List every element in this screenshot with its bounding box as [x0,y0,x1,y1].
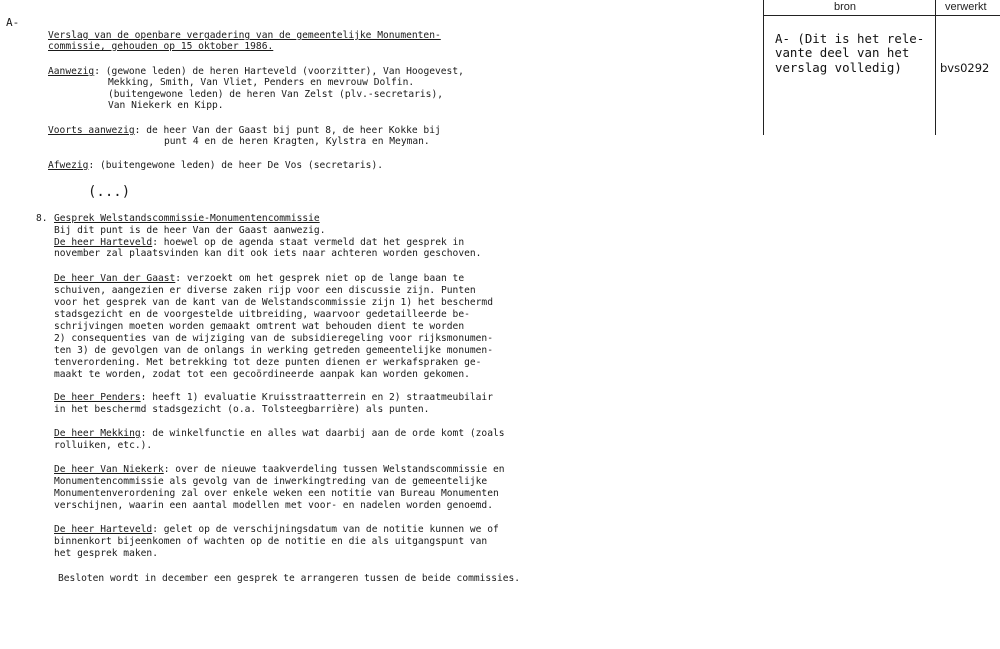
afwezig-line [48,160,383,172]
harteveld-p1-line-2: november zal plaatsvinden kan dit ook iets naar achteren worden geschoven. [54,248,482,259]
harteveld-p6-line-3: het gesprek maken. [54,548,158,559]
voorts-label: Voorts aanwezig [48,125,135,136]
aanwezig-line-4: Van Niekerk en Kipp. [108,100,224,111]
gaast-line-4: stadsgezicht en de voorgestelde uitbreiding, waarvoor gedetailleerde be- [54,309,470,320]
gaast-line-6: 2) consequenties van de wijziging van de subsidieregeling voor rijksmonumen- [54,333,493,344]
niekerk-line-4: verschijnen, waarin een aantal modellen met voor- en nadelen worden genoemd. [54,500,493,511]
speaker: De heer Mekking [54,428,141,439]
gaast-line-7: ten 3) de gevolgen van de onlangs in werking getreden gemeentelijke monumen- [54,345,493,356]
statement-text: : de winkelfunctie en alles wat daarbij aan de orde komt (zoals [140,428,505,439]
item-intro: Bij dit punt is de heer Van der Gaast aanwezig. [54,225,326,236]
mekking-line-2: rolluiken, etc.). [54,440,153,451]
afwezig-text: : (buitengewone leden) de heer De Vos (secretaris). [88,160,384,171]
statement-text: : hoewel op de agenda staat vermeld dat het gesprek in [152,237,465,248]
niekerk-line-3: Monumentenverordening zal over enkele weken een notitie van Bureau Monumenten [54,488,499,499]
gaast-line-9: maakt te worden, zodat tot een gecoördineerde aanpak kan worden gekomen. [54,369,470,380]
gaast-line-2: schuiven, aangezien er diverse zaken rijp voor een discussie zijn. Punten [54,285,476,296]
mekking-line-1 [54,428,505,440]
ellipsis: (...) [88,184,131,200]
gaast-line-1 [54,273,464,285]
statement-text: : over de nieuwe taakverdeling tussen Welstandscommissie en [163,464,505,475]
penders-line-2: in het beschermd stadsgezicht (o.a. Tolsteegbarrière) als punten. [54,404,430,415]
penders-line-1 [54,392,493,404]
voorts-line-1 [48,125,441,137]
niekerk-line-2: Monumentencommissie als gevolg van de inwerkingtreding van de gemeentelijke [54,476,488,487]
aanwezig-label: Aanwezig [48,66,95,77]
harteveld-p6-line-1 [54,524,499,536]
gaast-line-8: tenverordening. Met betrekking tot deze punten dienen er werkafspraken ge- [54,357,482,368]
aanwezig-line-3: (buitengewone leden) de heren Van Zelst (plv.-secretaris), [108,89,444,100]
speaker: De heer Harteveld [54,524,153,535]
statement-text: : heeft 1) evaluatie Kruisstraatterrein en 2) straatmeubilair [140,392,493,403]
report-title-line-2: commissie, gehouden op 15 oktober 1986. [48,41,274,52]
speaker: De heer Harteveld [54,237,153,248]
verwerkt-header: verwerkt [945,1,987,13]
panel-border-middle [935,0,936,135]
statement-text: : gelet op de verschijningsdatum van de notitie kunnen we of [152,524,499,535]
niekerk-line-1 [54,464,505,476]
afwezig-label: Afwezig [48,160,89,171]
speaker: De heer Penders [54,392,141,403]
item-title: Gesprek Welstandscommissie-Monumentencommissie [54,213,320,224]
panel-header-rule [763,15,1000,16]
aanwezig-line-2: Mekking, Smith, Van Vliet, Penders en mevrouw Dolfin. [108,77,415,88]
verwerkt-code: bvs0292 [940,61,990,75]
corner-mark: A- [6,16,20,29]
harteveld-p1-line-1 [54,237,464,249]
gaast-line-5: schrijvingen moeten worden gemaakt omtrent wat behouden dient te worden [54,321,465,332]
panel-border-left [763,0,764,135]
harteveld-p6-line-2: binnenkort bijeenkomen of wachten op de notitie en die als uitgangspunt van [54,536,488,547]
aanwezig-line-1 [48,66,464,78]
gaast-line-3: voor het gesprek van de kant van de Welstandscommissie zijn 1) het beschermd [54,297,493,308]
bron-header: bron [834,1,857,13]
speaker: De heer Van der Gaast [54,273,176,284]
closing-decision: Besloten wordt in december een gesprek te arrangeren tussen de beide commissies. [58,573,521,584]
speaker: De heer Van Niekerk [54,464,164,475]
item-number: 8. [36,213,48,224]
voorts-line-2: punt 4 en de heren Kragten, Kylstra en Meyman. [164,136,430,147]
aanwezig-text: : (gewone leden) de heren Harteveld (voorzitter), Van Hoogevest, [94,66,464,77]
bron-note: A- (Dit is het rele- vante deel van het verslag volledig) [775,31,925,75]
statement-text: : verzoekt om het gesprek niet op de lange baan te [175,273,465,284]
report-title-line-1: Verslag van de openbare vergadering van de gemeentelijke Monumenten- [48,30,441,41]
voorts-text: : de heer Van der Gaast bij punt 8, de heer Kokke bij [134,125,441,136]
